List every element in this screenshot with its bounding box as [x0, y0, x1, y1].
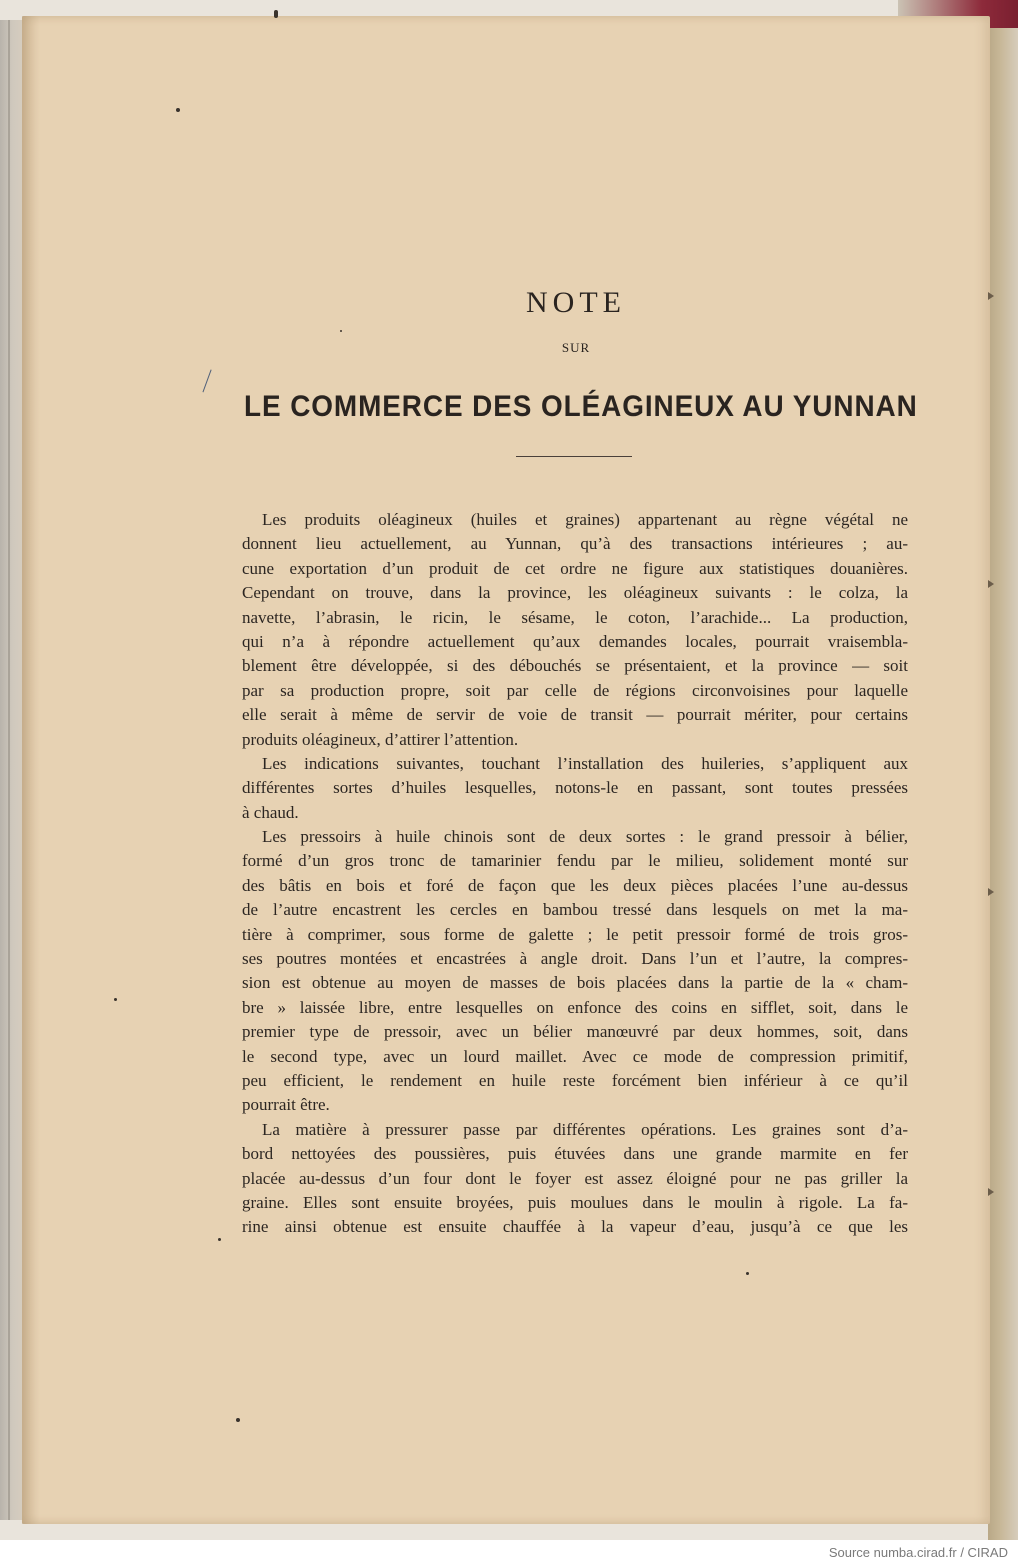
text-line: ses poutres montées et encastrées à angle droit. Dans l’un et l’autre, la compres-	[242, 949, 908, 969]
ink-speck	[274, 10, 278, 18]
book-edge-right	[988, 0, 1018, 1540]
ink-speck	[340, 330, 342, 332]
text-line: elle serait à même de servir de voie de transit — pourrait mériter, pour certains	[242, 705, 908, 725]
margin-tab-icon	[988, 580, 994, 588]
heading-note: NOTE	[526, 286, 626, 319]
text-line: placée au-dessus d’un four dont le foyer est assez éloigné pour ne pas griller la	[242, 1168, 908, 1188]
text-line: cune exportation d’un produit de cet ordre ne figure aux statistiques douanières.	[242, 558, 908, 578]
text-line: bre » laissée libre, entre lesquelles on enfonce des coins en sifflet, soit, dans le	[242, 997, 908, 1017]
text-line: blement être développée, si des débouchés se présentaient, et la province — soit	[242, 656, 908, 676]
text-line: de l’autre encastrent les cercles en bambou tressé dans lesquels on met la ma-	[242, 900, 908, 920]
margin-tab-icon	[988, 1188, 994, 1196]
ink-speck	[236, 1418, 240, 1422]
document-title: LE COMMERCE DES OLÉAGINEUX AU YUNNAN	[244, 390, 918, 423]
text-line: pourrait être.	[242, 1095, 330, 1115]
text-line: premier type de pressoir, avec un bélier manœuvré par deux hommes, soit, dans	[242, 1022, 908, 1042]
text-line: peu efficient, le rendement en huile reste forcément bien inférieur à ce qu’il	[242, 1070, 908, 1090]
heading-sur: SUR	[561, 340, 591, 355]
text-line: Les indications suivantes, touchant l’installation des huileries, s’appliquent aux	[262, 753, 908, 773]
body-text	[242, 508, 908, 1240]
text-line: navette, l’abrasin, le ricin, le sésame, le coton, l’arachide... La production,	[242, 607, 908, 627]
ink-speck	[176, 108, 180, 112]
ink-speck	[746, 1272, 749, 1275]
text-line: formé d’un gros tronc de tamarinier fendu par le milieu, solidement monté sur	[242, 851, 908, 871]
text-line: Cependant on trouve, dans la province, les oléagineux suivants : le colza, la	[242, 583, 908, 603]
text-line: qui n’a à répondre actuellement qu’aux demandes locales, pourrait vraisembla-	[242, 631, 908, 651]
text-line: graine. Elles sont ensuite broyées, puis moulues dans le moulin à rigole. La fa-	[242, 1192, 908, 1212]
text-line: rine ainsi obtenue est ensuite chauffée à la vapeur d’eau, jusqu’à ce que les	[242, 1217, 908, 1237]
text-line: Les produits oléagineux (huiles et graines) appartenant au règne végétal ne	[262, 510, 908, 529]
text-line: le second type, avec un lourd maillet. Avec ce mode de compression primitif,	[242, 1046, 908, 1066]
text-line: bord nettoyées des poussières, puis étuvées dans une grande marmite en fer	[242, 1144, 908, 1164]
text-line: tière à comprimer, sous forme de galette ; le petit pressoir formé de trois gros-	[242, 924, 908, 944]
ink-speck	[218, 1238, 221, 1241]
source-credit: Source numba.cirad.fr / CIRAD	[828, 1545, 1008, 1560]
title-rule	[516, 456, 632, 457]
page-fold-shadow	[22, 16, 40, 1524]
ink-speck	[114, 998, 117, 1001]
text-line: produits oléagineux, d’attirer l’attention.	[242, 729, 519, 749]
text-line: à chaud.	[242, 802, 299, 822]
text-line: Les pressoirs à huile chinois sont de deux sortes : le grand pressoir à bélier,	[262, 827, 908, 847]
text-line: La matière à pressurer passe par différentes opérations. Les graines sont d’a-	[262, 1119, 908, 1139]
text-line: par sa production propre, soit par celle de régions circonvoisines pour laquelle	[242, 680, 908, 700]
text-line: sion est obtenue au moyen de masses de bois placées dans la partie de la « cham-	[242, 973, 908, 993]
margin-tab-icon	[988, 292, 994, 300]
text-line: différentes sortes d’huiles lesquelles, notons-le en passant, sont toutes pressées	[242, 778, 908, 798]
text-line: des bâtis en bois et foré de façon que les deux pièces placées l’une au-dessus	[242, 875, 908, 895]
text-line: donnent lieu actuellement, au Yunnan, qu’à des transactions intérieures ; au-	[242, 534, 908, 554]
margin-tab-icon	[988, 888, 994, 896]
